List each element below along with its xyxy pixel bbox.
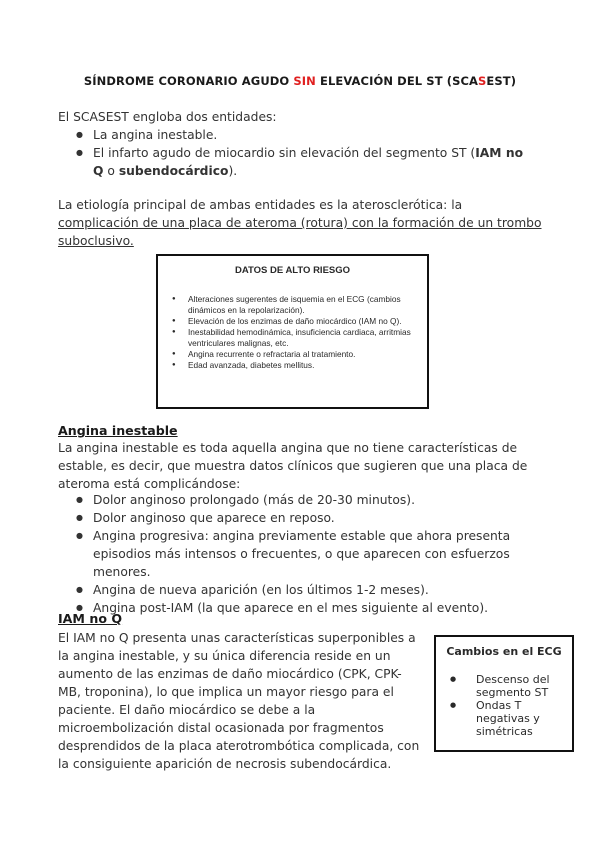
list-item: ● Descenso del segmento ST [450, 673, 568, 699]
page-title: SÍNDROME CORONARIO AGUDO SIN ELEVACIÓN DEL ST (SCASEST) [83, 74, 517, 88]
list-item: ● Alteraciones sugerentes de isquemia en el ECG (cambios dinámicos en la repolarización). [172, 294, 421, 316]
iam-text: El IAM no Q presenta unas características superponibles a la angina inestable, y su única diferencia reside en un aumento de las enzimas de daño miocárdico (CPK, CPK-MB, troponina), lo que implica un mayor riesgo para el paciente. El daño miocárdico se debe a la microembolización distal ocasionada por fragmentos desprendidos de la placa aterotrombótica complicada, con la consiguiente aparición de necrosis subendocárdica. [58, 631, 420, 771]
list-item: ● Inestabilidad hemodinámica, insuficiencia cardiaca, arritmias ventriculares malignas, etc. [172, 327, 421, 349]
list-item: ● Dolor anginoso prolongado (más de 20-30 minutos). [76, 491, 536, 509]
list-item: ● Ondas T negativas y simétricas [450, 699, 568, 738]
etiology-underlined: complicación de una placa de ateroma (rotura) con la formación de un trombo suboclusivo. [58, 216, 542, 248]
list-item: ● Angina progresiva: angina previamente estable que ahora presenta episodios más intensos o frecuentes, o que aparecen con esfuerzos menores. [76, 527, 536, 581]
list-item: ● Dolor anginoso que aparece en reposo. [76, 509, 536, 527]
intro-list [76, 126, 536, 180]
angina-text: La angina inestable es toda aquella angina que no tiene características de estable, es decir, que muestra datos clínicos que sugieren que una placa de ateroma está complicándose: [58, 441, 528, 491]
angina-heading: Angina inestable [58, 423, 178, 438]
list-item: ● La angina inestable. [76, 126, 536, 144]
iam-heading: IAM no Q [58, 611, 123, 626]
high-risk-list [172, 294, 421, 371]
intro-text: El SCASEST engloba dos entidades: [58, 110, 277, 124]
high-risk-title: DATOS DE ALTO RIESGO [234, 265, 351, 276]
high-risk-box [156, 254, 429, 409]
angina-list [76, 491, 536, 617]
etiology-paragraph: La etiología principal de ambas entidades es la aterosclerótica: la complicación de una placa de ateroma (rotura) con la formación de un trombo suboclusivo. [58, 198, 542, 248]
list-item: ● Elevación de los enzimas de daño miocárdico (IAM no Q). [172, 316, 421, 327]
list-item: ● El infarto agudo de miocardio sin elevación del segmento ST (IAM no Q o subendocárdico). [76, 144, 536, 180]
list-item: ● Angina post-IAM (la que aparece en el mes siguiente al evento). [76, 599, 536, 617]
list-item: ● Edad avanzada, diabetes mellitus. [172, 360, 421, 371]
ecg-box-title: Cambios en el ECG [446, 645, 562, 658]
list-item: ● Angina recurrente o refractaria al tratamiento. [172, 349, 421, 360]
list-item: ● Angina de nueva aparición (en los últimos 1-2 meses). [76, 581, 536, 599]
ecg-list [450, 673, 568, 738]
ecg-changes-box [434, 635, 574, 752]
